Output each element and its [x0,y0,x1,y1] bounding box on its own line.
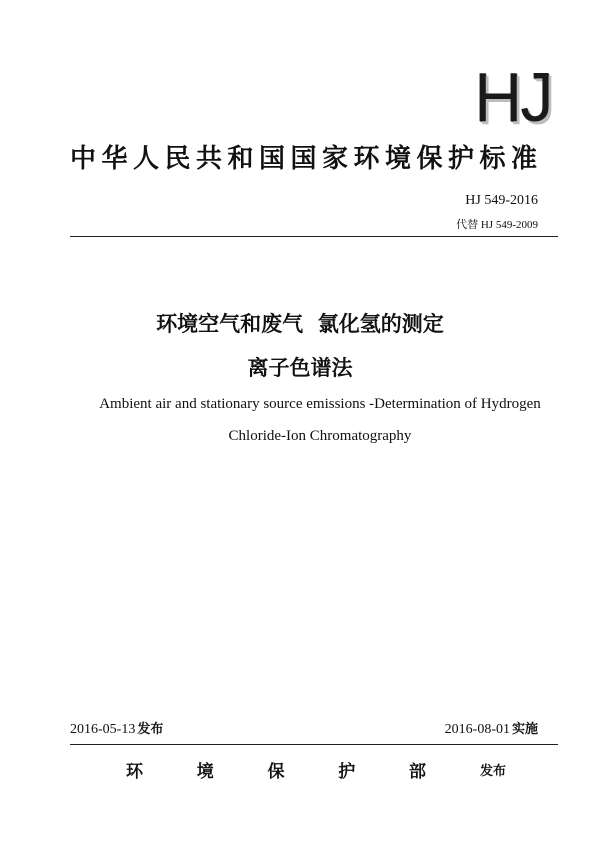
chinese-title-line-2: 离子色谱法 [247,356,353,380]
issuing-authority [126,757,426,782]
national-standard-title: 中华人民共和国国家环境保护标准 [70,144,540,174]
english-title-line-1: Ambient air and stationary source emissions -Determination of Hydrogen [99,396,541,412]
implementation-date-value: 2016-08-01 [444,722,510,737]
replaces-standard: 代替 HJ 549-2009 [456,219,538,231]
issue-date-value: 2016-05-13 [70,722,136,737]
issuer-char: 部 [409,762,426,782]
standard-number: HJ 549-2016 [465,193,538,208]
issuer-char: 护 [338,762,356,782]
issuer-char: 环 [126,762,143,782]
hj-logo: HJ [474,58,552,136]
issuer-char: 保 [267,762,285,782]
issuer-suffix: 发布 [480,764,507,779]
implementation-date [445,718,538,738]
issue-date [70,718,163,738]
issuer-char: 境 [196,762,214,782]
issue-label: 发布 [137,722,164,737]
english-title-line-2: Chloride-Ion Chromatography [228,428,412,444]
chinese-title-line-1: 环境空气和废气 氯化氢的测定 [156,312,444,336]
implementation-label: 实施 [511,722,538,737]
bottom-divider [70,744,558,745]
top-divider [70,236,558,237]
